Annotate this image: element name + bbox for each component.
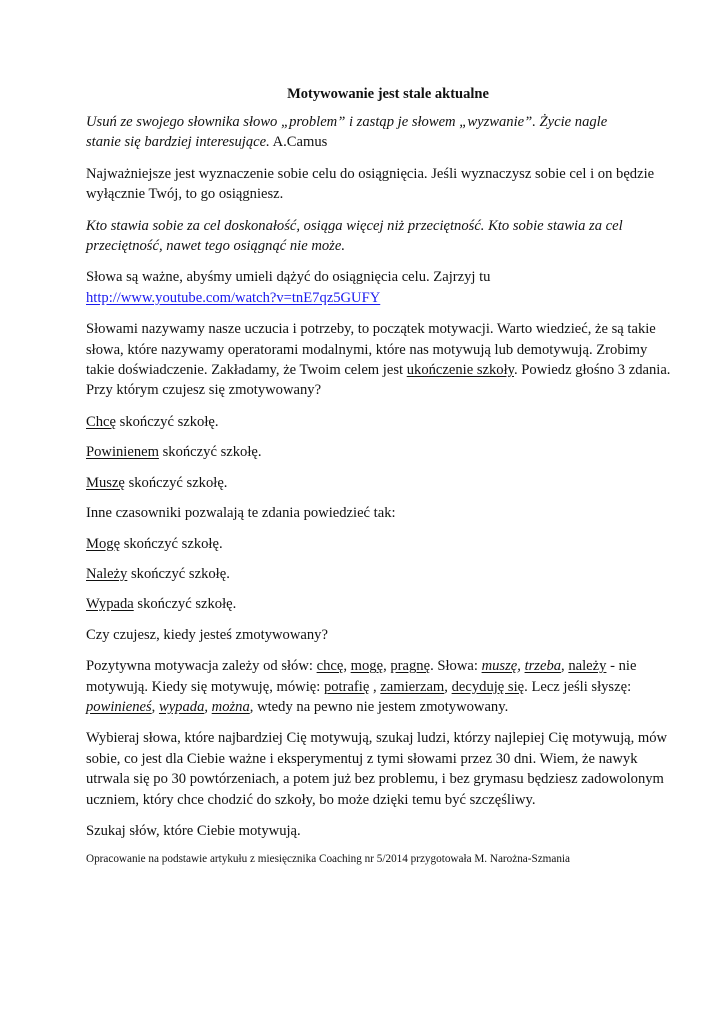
word-decyduje-sie: decyduję się — [451, 678, 525, 695]
word-trzeba: trzeba — [524, 658, 562, 675]
modal-verb: Powinienem — [86, 444, 159, 461]
quote-camus — [86, 112, 686, 153]
document-title: Motywowanie jest stale aktualne — [287, 86, 489, 102]
paragraph-modal-line-3 — [86, 360, 686, 380]
question-motivated: Czy czujesz, kiedy jesteś zmotywowany? — [86, 626, 328, 643]
youtube-link-line — [86, 288, 686, 308]
word-pragne: pragnę — [390, 658, 431, 675]
quote-camus-line-1: Usuń ze swojego słownika słowo „problem” i zastąp je słowem „wyzwanie”. Życie nagle — [86, 114, 608, 130]
modal-verb: Należy — [86, 565, 128, 582]
sentence-nalezy — [86, 564, 686, 584]
comma: , — [383, 658, 391, 675]
sentence-moge — [86, 534, 686, 554]
word-mozna: można — [211, 698, 250, 715]
quote-perfection-line-1: Kto stawia sobie za cel doskonałość, osiąga więcej niż przeciętność. Kto sobie stawia za cel — [86, 217, 623, 234]
paragraph-words-matter-line-1: Słowa są ważne, abyśmy umieli dążyć do osiągnięcia celu. Zajrzyj tu — [86, 269, 491, 286]
text-fragment: motywują. Kiedy się motywuję, mówię: — [86, 678, 324, 695]
paragraph-goal — [86, 164, 686, 205]
paragraph-modal-operators — [86, 319, 686, 401]
paragraph-modal-line-3-a: takie doświadczenie. Zakładamy, że Twoim celem jest — [86, 362, 407, 379]
paragraph-other-verbs: Inne czasowniki pozwalają te zdania powiedzieć tak: — [86, 505, 396, 522]
sentence-wypada — [86, 594, 686, 614]
word-zamierzam: zamierzam — [380, 678, 445, 695]
sentence-rest: skończyć szkołę. — [127, 565, 230, 582]
sentence-rest: skończyć szkołę. — [158, 444, 262, 461]
positive-motivation-line-1 — [86, 656, 686, 676]
sentence-powinienem — [86, 442, 686, 462]
comma: , — [369, 678, 381, 695]
choose-words-line-3: utrwala się po 30 powtórzeniach, a potem już bez problemu, i bez grymasu będziesz zadowolonym — [86, 771, 664, 788]
sentence-rest: skończyć szkołę. — [133, 596, 237, 613]
paragraph-modal-line-3-b: . Powiedz głośno 3 zdania. — [514, 362, 671, 379]
text-fragment: , wtedy na pewno nie jestem zmotywowany. — [249, 698, 509, 715]
comma: , — [151, 698, 159, 715]
quote-perfection — [86, 216, 686, 257]
paragraph-positive-motivation — [86, 656, 686, 717]
sentence-rest: skończyć szkołę. — [116, 413, 219, 430]
quote-author: A.Camus — [269, 134, 328, 151]
document-body — [86, 84, 686, 867]
text-fragment: . Słowa: — [430, 658, 482, 675]
word-nalezy: należy — [568, 658, 607, 675]
choose-words-line-1: Wybieraj słowa, które najbardziej Cię motywują, szukaj ludzi, którzy najlepiej Cię motywują, mów — [86, 730, 668, 747]
paragraph-goal-line-1: Najważniejsze jest wyznaczenie sobie celu do osiągnięcia. Jeśli wyznaczysz sobie cel i on będzie — [86, 165, 655, 182]
text-fragment: - nie — [606, 658, 637, 675]
paragraph-closing: Szukaj słów, które Ciebie motywują. — [86, 822, 301, 839]
paragraph-modal-line-4: Przy którym czujesz się zmotywowany? — [86, 382, 322, 399]
comma: , — [561, 658, 569, 675]
youtube-link[interactable]: http://www.youtube.com/watch?v=tnE7qz5GUFY — [86, 289, 381, 306]
quote-perfection-line-2: przeciętność, nawet tego osiągnąć nie może. — [86, 238, 345, 255]
source-footnote: Opracowanie na podstawie artykułu z miesięcznika Coaching nr 5/2014 przygotowała M. Narożna-Szmania — [86, 853, 571, 866]
positive-motivation-line-3 — [86, 697, 686, 717]
modal-verb: Mogę — [86, 535, 121, 552]
word-potrafie: potrafię — [323, 678, 370, 695]
sentence-rest: skończyć szkołę. — [120, 535, 223, 552]
choose-words-line-2: sobie, co jest dla Ciebie ważne i eksperymentuj z tymi słowami przez 30 dni. Wiem, że nawyk — [86, 750, 638, 767]
comma: , — [204, 698, 212, 715]
quote-camus-line-2-text: stanie się bardziej interesujące. — [86, 134, 270, 151]
paragraph-modal-line-1: Słowami nazywamy nasze uczucia i potrzeby, to początek motywacji. Warto wiedzieć, że są takie — [86, 321, 656, 338]
sentence-musze — [86, 473, 686, 493]
text-fragment: . Lecz jeśli słyszę: — [524, 678, 632, 695]
modal-verb: Chcę — [86, 413, 116, 430]
comma: , — [517, 658, 525, 675]
paragraph-modal-line-2: słowa, które nazywamy operatorami modalnymi, które nas motywują lub demotywują. Zrobimy — [86, 341, 648, 358]
modal-verb: Muszę — [86, 474, 125, 491]
paragraph-words-matter — [86, 267, 686, 308]
word-powinienes: powinieneś — [86, 698, 152, 715]
positive-motivation-line-2 — [86, 677, 686, 697]
paragraph-choose-words — [86, 728, 686, 810]
word-musze: muszę — [481, 658, 518, 675]
word-chce: chcę — [316, 658, 344, 675]
comma: , — [343, 658, 351, 675]
quote-camus-line-2 — [86, 132, 686, 152]
sentence-rest: skończyć szkołę. — [124, 474, 228, 491]
text-fragment: Pozytywna motywacja zależy od słów: — [86, 658, 317, 675]
comma: , — [444, 678, 452, 695]
modal-verb: Wypada — [86, 596, 134, 613]
sentence-chce — [86, 412, 686, 432]
word-wypada: wypada — [158, 698, 205, 715]
word-moge: mogę — [350, 658, 384, 675]
goal-phrase: ukończenie szkoły — [406, 362, 514, 379]
choose-words-line-4: uczniem, który chce chodzić do szkoły, bo może dzięki temu być szczęśliwy. — [86, 791, 536, 808]
paragraph-goal-line-2: wyłącznie Twój, to go osiągniesz. — [86, 186, 284, 203]
